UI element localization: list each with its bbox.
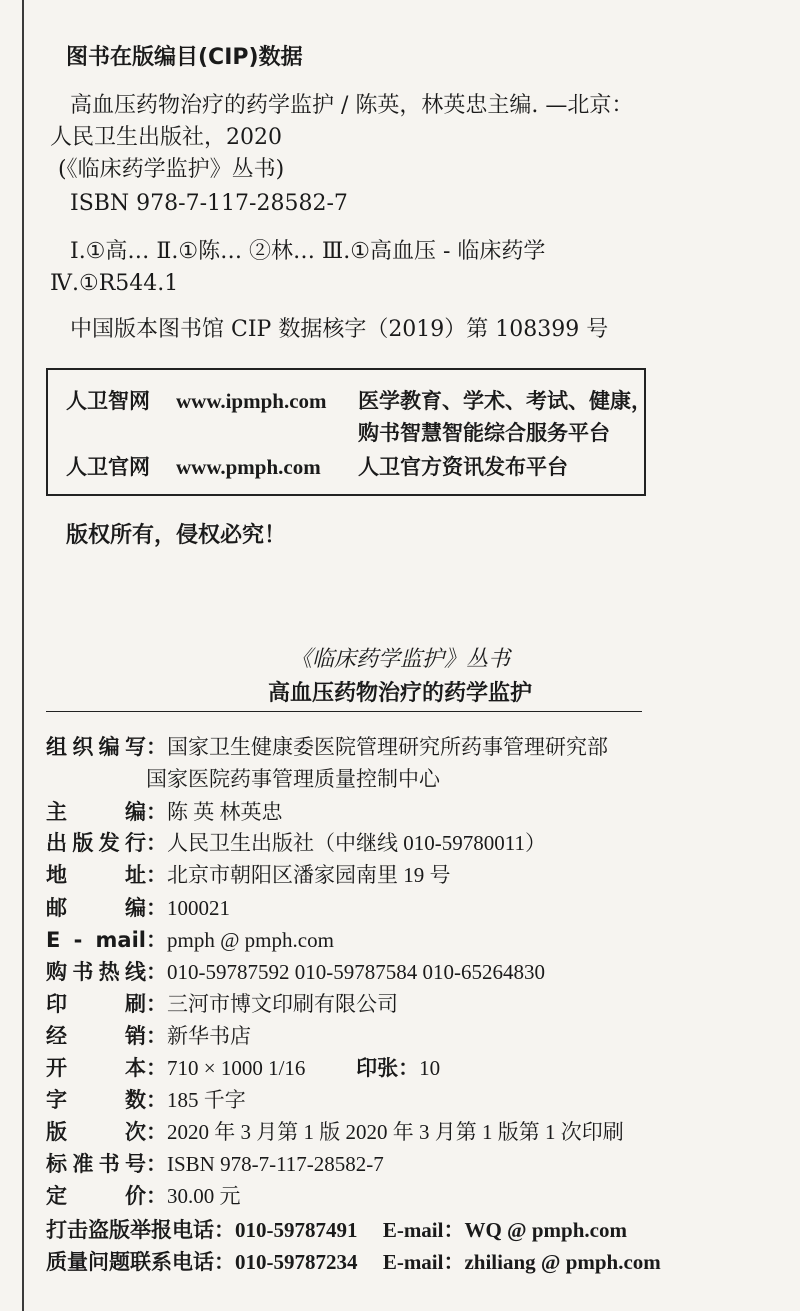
site2-desc: 人卫官方资讯发布平台 xyxy=(358,455,568,479)
isbn-label: 标准书号 xyxy=(46,1152,146,1176)
detail-org: 组织编写：国家卫生健康委医院管理研究所药事管理研究部 xyxy=(46,735,608,759)
sheets-value: 10 xyxy=(419,1056,441,1080)
org-label: 组织编写 xyxy=(46,735,146,759)
format-label: 开 本 xyxy=(46,1056,146,1080)
postcode-value: 100021 xyxy=(167,896,230,920)
address-value: 北京市朝阳区潘家园南里 19 号 xyxy=(167,863,451,887)
copyright-notice: 版权所有，侵权必究！ xyxy=(66,523,287,548)
isbn-value: ISBN 978-7-117-28582-7 xyxy=(167,1152,384,1176)
detail-publisher: 出版发行：人民卫生出版社（中继线 010-59780011） xyxy=(46,831,546,855)
org-value-2: 国家医院药事管理质量控制中心 xyxy=(146,767,440,791)
detail-distributor: 经 销：新华书店 xyxy=(46,1024,251,1048)
detail-hotline: 购书热线：010-59787592 010-59787584 010-65264830 xyxy=(46,960,545,984)
site1-url[interactable]: www.ipmph.com xyxy=(176,389,327,413)
cip-classification-2: Ⅳ.①R544.1 xyxy=(50,271,179,296)
dist-value: 新华书店 xyxy=(167,1024,251,1048)
email-value[interactable]: pmph @ pmph.com xyxy=(167,928,334,952)
detail-price: 定 价：30.00 元 xyxy=(46,1184,241,1208)
email-label: E - mail xyxy=(46,928,146,952)
piracy-email[interactable]: E-mail：WQ @ pmph.com xyxy=(382,1218,627,1242)
websites-box xyxy=(46,368,652,496)
cip-line-3: (《临床药学监护》丛书) xyxy=(58,157,285,182)
quality-label: 质量问题联系电话： xyxy=(46,1250,235,1274)
piracy-phone: 010-59787491 xyxy=(235,1218,358,1242)
editor-value: 陈 英 林英忠 xyxy=(167,800,283,824)
detail-editor: 主 编：陈 英 林英忠 xyxy=(46,800,283,824)
detail-email: E - mail：pmph @ pmph.com xyxy=(46,928,334,952)
series-name: 《临床药学监护》丛书 xyxy=(289,647,510,672)
dist-label: 经 销 xyxy=(46,1024,146,1048)
site1-name: 人卫智网 xyxy=(66,389,150,413)
cip-heading: 图书在版编目(CIP)数据 xyxy=(66,45,303,70)
site2-url[interactable]: www.pmph.com xyxy=(176,455,321,479)
publisher-label: 出版发行 xyxy=(46,831,146,855)
contact-quality xyxy=(46,1248,661,1276)
print-value: 三河市博文印刷有限公司 xyxy=(167,992,398,1016)
quality-phone: 010-59787234 xyxy=(235,1250,358,1274)
format-value: 710 × 1000 1/16 xyxy=(167,1056,306,1080)
price-label: 定 价 xyxy=(46,1184,146,1208)
org-value-1: 国家卫生健康委医院管理研究所药事管理研究部 xyxy=(167,735,608,759)
detail-printer: 印 刷：三河市博文印刷有限公司 xyxy=(46,992,398,1016)
words-label: 字 数 xyxy=(46,1088,146,1112)
detail-words: 字 数：185 千字 xyxy=(46,1088,246,1112)
site2-name: 人卫官网 xyxy=(66,455,150,479)
hotline-label: 购书热线 xyxy=(46,960,146,984)
publisher-value: 人民卫生出版社（中继线 010-59780011） xyxy=(167,831,546,855)
edition-value: 2020 年 3 月第 1 版 2020 年 3 月第 1 版第 1 次印刷 xyxy=(167,1120,624,1144)
site1-desc-a: 医学教育、学术、考试、健康， xyxy=(358,389,652,413)
detail-format: 开 本：710 × 1000 1/16 印张：10 xyxy=(46,1056,441,1080)
hotline-value: 010-59787592 010-59787584 010-65264830 xyxy=(167,960,545,984)
detail-edition: 版 次：2020 年 3 月第 1 版 2020 年 3 月第 1 版第 1 次印刷 xyxy=(46,1120,624,1144)
cip-classification-1: Ⅰ.①高… Ⅱ.①陈… ②林… Ⅲ.①高血压 - 临床药学 xyxy=(70,239,546,264)
quality-email[interactable]: E-mail：zhiliang @ pmph.com xyxy=(382,1250,661,1274)
contact-piracy xyxy=(46,1216,627,1244)
words-value: 185 千字 xyxy=(167,1088,246,1112)
edition-label: 版 次 xyxy=(46,1120,146,1144)
editor-label: 主 编 xyxy=(46,800,146,824)
detail-postcode: 邮 编：100021 xyxy=(46,896,230,920)
detail-isbn: 标准书号：ISBN 978-7-117-28582-7 xyxy=(46,1152,384,1176)
book-title: 高血压药物治疗的药学监护 xyxy=(267,681,532,706)
site1-desc-b: 购书智慧智能综合服务平台 xyxy=(358,421,610,445)
address-label: 地 址 xyxy=(46,863,146,887)
cip-line-1: 高血压药物治疗的药学监护 / 陈英，林英忠主编. —北京： xyxy=(70,93,634,118)
postcode-label: 邮 编 xyxy=(46,896,146,920)
cip-record-number: 中国版本图书馆 CIP 数据核字（2019）第 108399 号 xyxy=(70,317,609,342)
piracy-label: 打击盗版举报电话： xyxy=(46,1218,235,1242)
price-value: 30.00 元 xyxy=(167,1184,241,1208)
title-divider xyxy=(46,711,642,712)
sheets-label: 印张 xyxy=(356,1056,399,1080)
cip-isbn: ISBN 978-7-117-28582-7 xyxy=(70,191,348,216)
cip-line-2: 人民卫生出版社，2020 xyxy=(50,125,282,150)
detail-address: 地 址：北京市朝阳区潘家园南里 19 号 xyxy=(46,863,451,887)
print-label: 印 刷 xyxy=(46,992,146,1016)
